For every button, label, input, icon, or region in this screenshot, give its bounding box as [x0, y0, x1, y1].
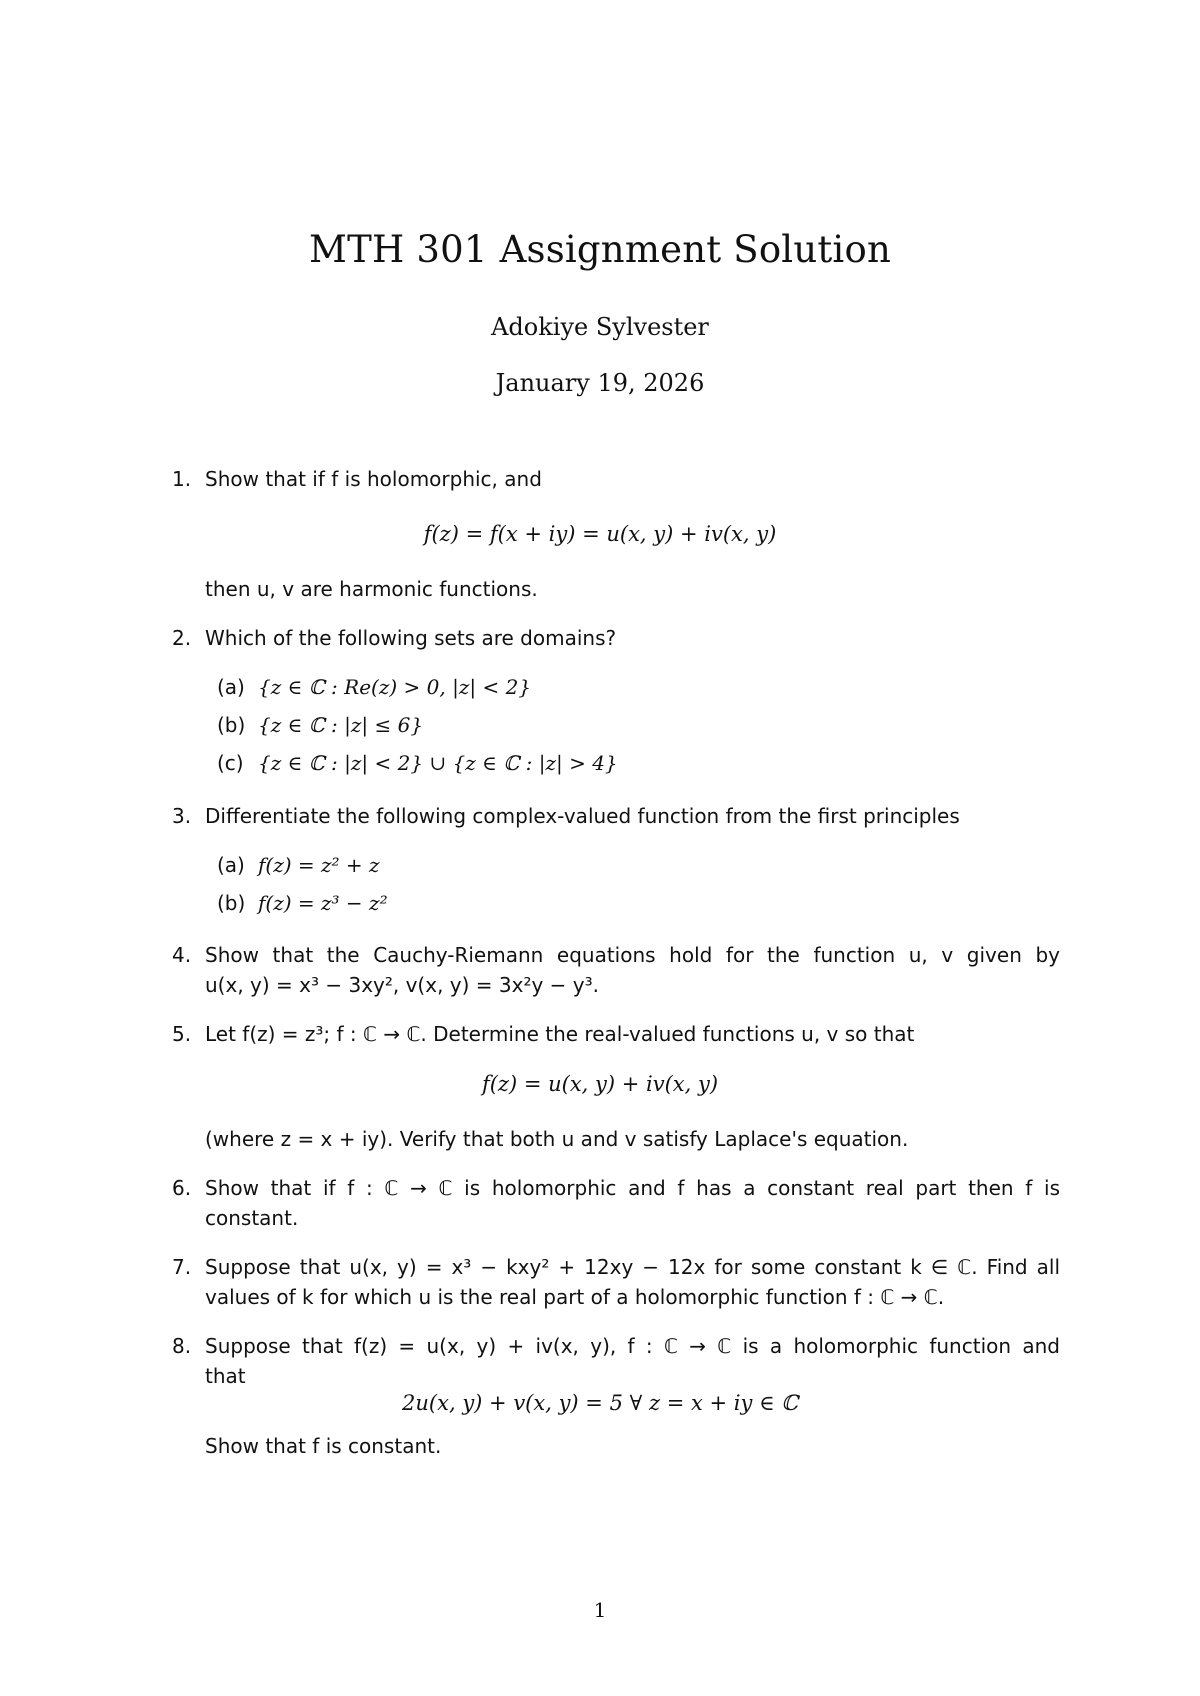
problem-2-part-c-label: (c): [217, 751, 244, 775]
problem-2-number: 2.: [172, 626, 192, 650]
problem-1-number: 1.: [172, 467, 192, 491]
problem-4-text-line-1: Show that the Cauchy-Riemann equations hold for the function u, v given by: [205, 943, 1060, 967]
problem-5-number: 5.: [172, 1022, 192, 1046]
problem-2-part-b-set: {z ∈ ℂ : |z| ≤ 6}: [258, 713, 424, 737]
problem-6-text-line-2: constant.: [205, 1206, 299, 1230]
problem-8-text-line-2: that: [205, 1364, 246, 1388]
problem-3-number: 3.: [172, 804, 192, 828]
problem-8-equation: 2u(x, y) + v(x, y) = 5 ∀ z = x + iy ∈ ℂ: [402, 1391, 798, 1415]
problem-3-part-a-label: (a): [217, 853, 245, 877]
problem-7-text-line-1: Suppose that u(x, y) = x³ − kxy² + 12xy − 12x for some constant k ∈ ℂ. Find all: [205, 1255, 1060, 1279]
problem-2-part-b-label: (b): [217, 713, 246, 737]
problem-6-text-line-1: Show that if f : ℂ → ℂ is holomorphic and f has a constant real part then f is: [205, 1176, 1060, 1200]
problem-2-part-c-set: {z ∈ ℂ : |z| < 2} ∪ {z ∈ ℂ : |z| > 4}: [258, 751, 618, 775]
problem-7-number: 7.: [172, 1255, 192, 1279]
problem-8-number: 8.: [172, 1334, 192, 1358]
problem-1-equation: f(z) = f(x + iy) = u(x, y) + iv(x, y): [423, 522, 777, 546]
problem-2-text: Which of the following sets are domains?: [205, 626, 617, 650]
problem-2-part-a-label: (a): [217, 675, 245, 699]
problem-4-number: 4.: [172, 943, 192, 967]
page-number: 1: [593, 1598, 607, 1622]
problem-8-conclusion: Show that f is constant.: [205, 1434, 442, 1458]
document-title: MTH 301 Assignment Solution: [309, 228, 891, 271]
problem-3-part-b-label: (b): [217, 891, 246, 915]
problem-5-equation: f(z) = u(x, y) + iv(x, y): [481, 1072, 719, 1096]
problem-7-text-line-2: values of k for which u is the real part of a holomorphic function f : ℂ → ℂ.: [205, 1285, 945, 1309]
document-author: Adokiye Sylvester: [491, 313, 709, 341]
problem-1-conclusion: then u, v are harmonic functions.: [205, 577, 538, 601]
problem-3-part-a-function: f(z) = z² + z: [258, 853, 380, 877]
problem-6-number: 6.: [172, 1176, 192, 1200]
problem-3-text: Differentiate the following complex-valued function from the first principles: [205, 804, 960, 828]
problem-8-text-line-1: Suppose that f(z) = u(x, y) + iv(x, y), f : ℂ → ℂ is a holomorphic function and: [205, 1334, 1060, 1358]
problem-1-text: Show that if f is holomorphic, and: [205, 467, 542, 491]
problem-5-conclusion: (where z = x + iy). Verify that both u and v satisfy Laplace's equation.: [205, 1127, 909, 1151]
problem-4-text-line-2: u(x, y) = x³ − 3xy², v(x, y) = 3x²y − y³.: [205, 973, 599, 997]
problem-2-part-a-set: {z ∈ ℂ : Re(z) > 0, |z| < 2}: [258, 675, 532, 699]
document-date: January 19, 2026: [495, 369, 705, 397]
problem-5-text: Let f(z) = z³; f : ℂ → ℂ. Determine the real-valued functions u, v so that: [205, 1022, 915, 1046]
problem-3-part-b-function: f(z) = z³ − z²: [258, 891, 388, 915]
